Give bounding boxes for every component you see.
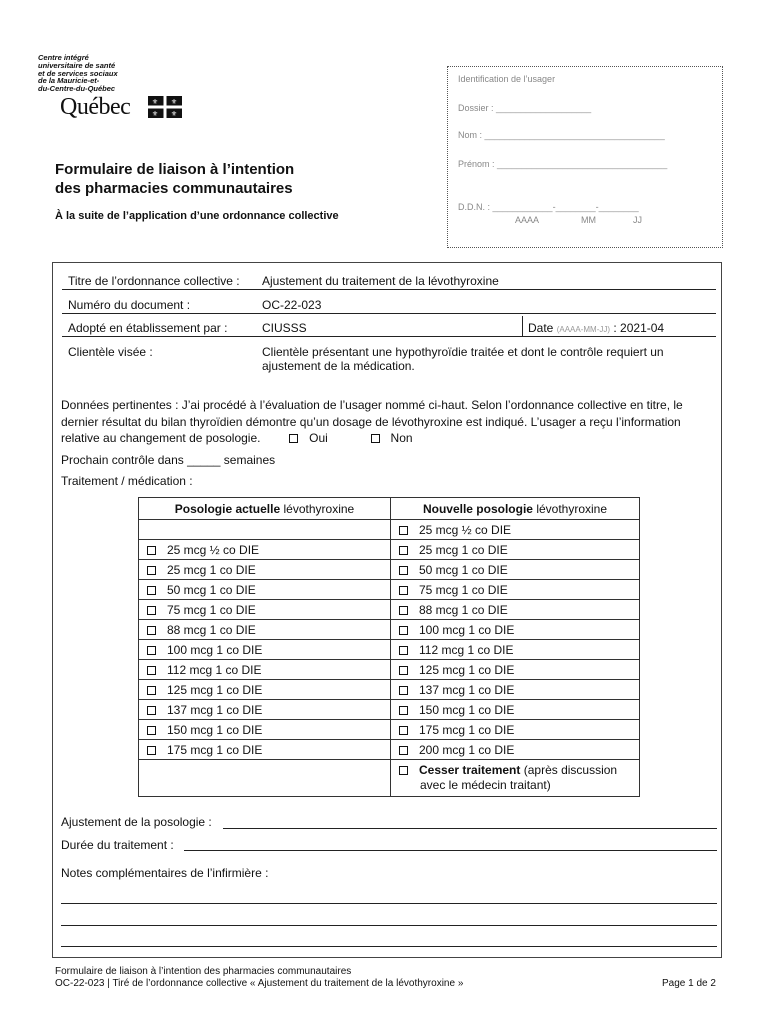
checkbox[interactable]	[147, 706, 156, 715]
current-cell[interactable]: 88 mcg 1 co DIE	[139, 620, 391, 640]
new-cell[interactable]: 150 mcg 1 co DIE	[391, 700, 640, 720]
col-new-header: Nouvelle posologie lévothyroxine	[391, 498, 640, 520]
table-header-row	[139, 498, 640, 520]
form-title	[55, 160, 294, 198]
table-row	[139, 560, 640, 580]
current-cell[interactable]: 150 mcg 1 co DIE	[139, 720, 391, 740]
ddn-hint-month: MM	[581, 215, 596, 225]
oui-checkbox[interactable]	[289, 434, 298, 443]
titre-label: Titre de l’ordonnance collective :	[68, 274, 240, 288]
quebec-wordmark: Québec	[60, 94, 131, 120]
checkbox[interactable]	[399, 746, 408, 755]
svg-text:⚜: ⚜	[151, 110, 159, 118]
date-field	[528, 321, 664, 335]
clientele-label: Clientèle visée :	[68, 345, 153, 359]
checkbox[interactable]	[147, 606, 156, 615]
new-cell[interactable]: 175 mcg 1 co DIE	[391, 720, 640, 740]
posology-table	[138, 497, 640, 797]
quebec-flag-icon	[148, 96, 182, 118]
logo-line: Centre intégré	[38, 53, 89, 62]
ddn-field[interactable]: D.D.N. : ____________-________-________	[458, 202, 639, 212]
prochain-controle[interactable]: Prochain contrôle dans _____ semaines	[61, 453, 276, 467]
logo-line: universitaire de santé	[38, 60, 116, 70]
titre-value: Ajustement du traitement de la lévothyroxine	[262, 274, 499, 288]
patient-identification-box	[447, 66, 723, 248]
checkbox[interactable]	[399, 586, 408, 595]
table-row	[139, 600, 640, 620]
title-line-2: des pharmacies communautaires	[55, 180, 293, 197]
current-cell-empty	[139, 520, 391, 540]
new-cell[interactable]: 200 mcg 1 co DIE	[391, 740, 640, 760]
divider	[62, 336, 716, 337]
current-cell[interactable]: 125 mcg 1 co DIE	[139, 680, 391, 700]
checkbox[interactable]	[399, 526, 408, 535]
table-row	[139, 620, 640, 640]
checkbox[interactable]	[399, 546, 408, 555]
divider	[522, 316, 523, 336]
new-cell[interactable]: 112 mcg 1 co DIE	[391, 640, 640, 660]
title-line-1: Formulaire de liaison à l’intention	[55, 161, 295, 178]
traitement-label: Traitement / médication :	[61, 474, 193, 488]
non-label: Non	[390, 431, 413, 445]
new-cell[interactable]: 137 mcg 1 co DIE	[391, 680, 640, 700]
checkbox[interactable]	[147, 646, 156, 655]
duree-label: Durée du traitement :	[61, 838, 174, 852]
adopte-value: CIUSSS	[262, 321, 307, 335]
oui-label: Oui	[309, 431, 328, 445]
ajustement-label: Ajustement de la posologie :	[61, 815, 212, 829]
checkbox[interactable]	[399, 686, 408, 695]
notes-input-line[interactable]	[61, 925, 717, 926]
current-cell[interactable]: 25 mcg ½ co DIE	[139, 540, 391, 560]
new-cell[interactable]: 75 mcg 1 co DIE	[391, 580, 640, 600]
stop-treatment-cell[interactable]: Cesser traitement (après discussion avec le médecin traitant)	[391, 760, 640, 797]
clientele-line-1: Clientèle présentant une hypothyroïdie traitée et dont le contrôle requiert un	[262, 345, 664, 359]
checkbox[interactable]	[147, 686, 156, 695]
numero-value: OC-22-023	[262, 298, 322, 312]
form-subtitle: À la suite de l’application d’une ordonnance collective	[55, 210, 339, 222]
logo-line: du-Centre-du-Québec	[38, 84, 116, 94]
new-cell[interactable]: 125 mcg 1 co DIE	[391, 660, 640, 680]
organization-logo-text	[38, 54, 118, 93]
table-row	[139, 660, 640, 680]
checkbox[interactable]	[399, 666, 408, 675]
checkbox[interactable]	[399, 706, 408, 715]
ddn-hint-year: AAAA	[515, 215, 540, 225]
table-row	[139, 580, 640, 600]
new-cell[interactable]: 88 mcg 1 co DIE	[391, 600, 640, 620]
page-number: Page 1 de 2	[662, 978, 716, 989]
ajustement-input-line[interactable]	[223, 828, 717, 829]
new-cell[interactable]: 25 mcg ½ co DIE	[391, 520, 640, 540]
checkbox[interactable]	[399, 646, 408, 655]
current-cell[interactable]: 100 mcg 1 co DIE	[139, 640, 391, 660]
footer-line-2: OC-22-023 | Tiré de l’ordonnance collective « Ajustement du traitement de la lévothyroxine »	[55, 978, 464, 989]
identification-heading: Identification de l’usager	[458, 74, 556, 84]
footer-line-1: Formulaire de liaison à l’intention des pharmacies communautaires	[55, 966, 352, 977]
table-row	[139, 760, 640, 797]
divider	[62, 289, 716, 290]
checkbox[interactable]	[147, 626, 156, 635]
current-cell[interactable]: 25 mcg 1 co DIE	[139, 560, 391, 580]
new-cell[interactable]: 25 mcg 1 co DIE	[391, 540, 640, 560]
svg-text:⚜: ⚜	[170, 110, 178, 118]
donnees-line-2: dernier résultat du bilan thyroïdien démontre qu’un dosage de lévothyroxine est indiqué. L’usager a reçu l’information	[61, 414, 681, 429]
donnees-line-3-text: relative au changement de posologie.	[61, 431, 261, 445]
clientele-value	[262, 345, 664, 373]
date-label: Date	[528, 321, 554, 335]
checkbox[interactable]	[147, 586, 156, 595]
notes-label: Notes complémentaires de l’infirmière :	[61, 866, 269, 880]
numero-label: Numéro du document :	[68, 298, 191, 312]
current-cell-empty	[139, 760, 391, 797]
table-row	[139, 700, 640, 720]
svg-text:⚜: ⚜	[170, 98, 178, 106]
donnees-line-1: Données pertinentes : J’ai procédé à l’évaluation de l’usager nommé ci-haut. Selon l’ordonnance collective en titre, le	[61, 398, 683, 412]
checkbox[interactable]	[147, 726, 156, 735]
prenom-field[interactable]: Prénom : __________________________________	[458, 159, 668, 169]
table-row	[139, 520, 640, 540]
table-row	[139, 540, 640, 560]
donnees-pertinentes	[61, 397, 721, 447]
new-cell[interactable]: 50 mcg 1 co DIE	[391, 560, 640, 580]
current-cell[interactable]: 137 mcg 1 co DIE	[139, 700, 391, 720]
checkbox[interactable]	[399, 726, 408, 735]
col-current-header: Posologie actuelle lévothyroxine	[139, 498, 391, 520]
table-row	[139, 680, 640, 700]
current-cell[interactable]: 112 mcg 1 co DIE	[139, 660, 391, 680]
divider	[62, 313, 716, 314]
checkbox[interactable]	[147, 546, 156, 555]
new-cell[interactable]: 100 mcg 1 co DIE	[391, 620, 640, 640]
table-row	[139, 740, 640, 760]
svg-text:⚜: ⚜	[151, 98, 159, 106]
date-value: : 2021-04	[613, 321, 665, 335]
donnees-line-3	[61, 430, 721, 447]
notes-input-line[interactable]	[61, 946, 717, 947]
checkbox[interactable]	[399, 626, 408, 635]
adopte-label: Adopté en établissement par :	[68, 321, 228, 335]
checkbox[interactable]	[399, 766, 408, 775]
duree-input-line[interactable]	[184, 850, 717, 851]
clientele-line-2: ajustement de la médication.	[262, 359, 415, 373]
ddn-hint-day: JJ	[633, 215, 642, 225]
notes-input-line[interactable]	[61, 903, 717, 904]
table-row	[139, 720, 640, 740]
non-checkbox[interactable]	[371, 434, 380, 443]
table-row	[139, 640, 640, 660]
checkbox[interactable]	[399, 566, 408, 575]
current-cell[interactable]: 50 mcg 1 co DIE	[139, 580, 391, 600]
current-cell[interactable]: 175 mcg 1 co DIE	[139, 740, 391, 760]
date-format-hint: (AAAA-MM-JJ)	[556, 325, 611, 334]
dossier-field[interactable]: Dossier : ___________________	[458, 103, 592, 113]
nom-field[interactable]: Nom : ____________________________________	[458, 130, 665, 140]
logo-line: et de services sociaux	[38, 68, 118, 78]
checkbox[interactable]	[147, 566, 156, 575]
checkbox[interactable]	[147, 666, 156, 675]
checkbox[interactable]	[147, 746, 156, 755]
checkbox[interactable]	[399, 606, 408, 615]
logo-line: de la Mauricie-et-	[38, 76, 100, 86]
current-cell[interactable]: 75 mcg 1 co DIE	[139, 600, 391, 620]
